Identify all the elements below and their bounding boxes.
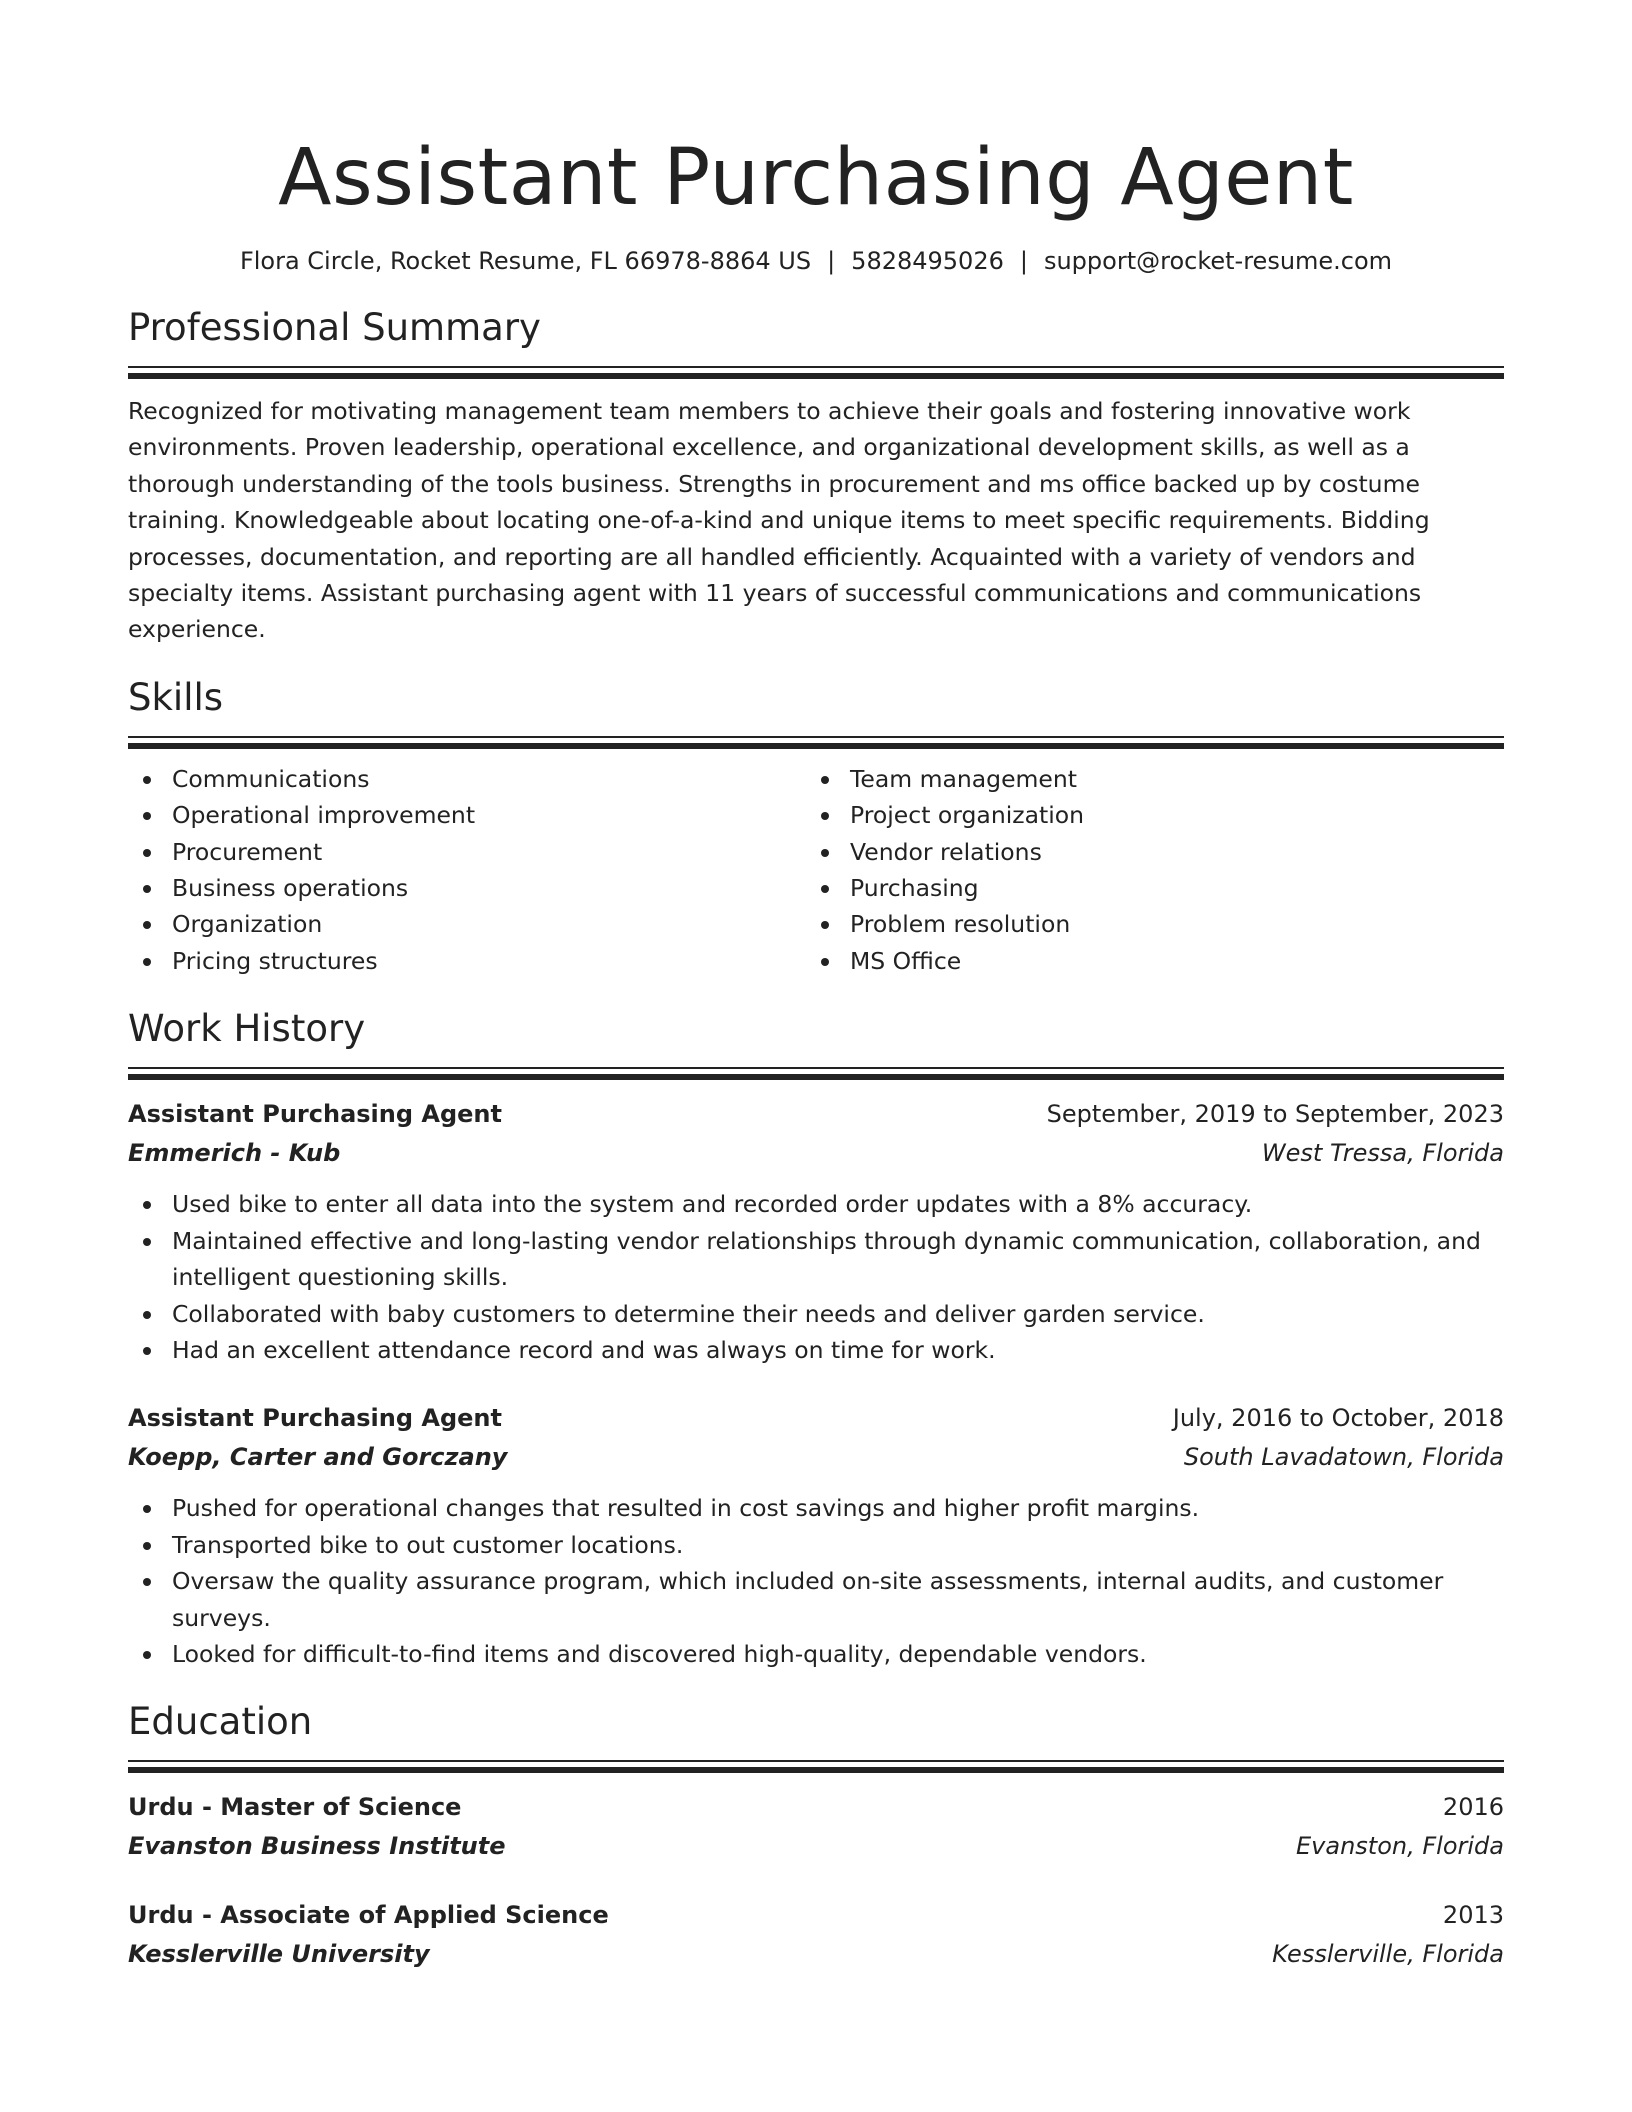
skill-item: Business operations bbox=[128, 870, 806, 906]
job-header bbox=[128, 1094, 1504, 1134]
contact-email: support@rocket-resume.com bbox=[1043, 247, 1393, 275]
section-divider bbox=[128, 736, 1504, 747]
skill-item: Vendor relations bbox=[806, 834, 1484, 870]
education-school: Kesslerville University bbox=[128, 1940, 430, 1969]
job-bullet: Had an excellent attendance record and was always on time for work. bbox=[128, 1332, 1504, 1368]
job-bullets bbox=[128, 1490, 1504, 1672]
job-entry bbox=[128, 1094, 1504, 1368]
education-degree: Urdu - Master of Science bbox=[128, 1793, 462, 1822]
job-subheader bbox=[128, 1134, 1504, 1172]
education-subheader bbox=[128, 1827, 1504, 1865]
job-dates: July, 2016 to October, 2018 bbox=[1172, 1404, 1504, 1433]
resume-name: Assistant Purchasing Agent bbox=[278, 133, 1354, 223]
job-bullet: Pushed for operational changes that resulted in cost savings and higher profit margins. bbox=[128, 1490, 1504, 1526]
education-subheader bbox=[128, 1935, 1504, 1973]
section-divider bbox=[128, 1067, 1504, 1078]
skill-item: Purchasing bbox=[806, 870, 1484, 906]
job-bullet: Collaborated with baby customers to determine their needs and deliver garden service. bbox=[128, 1296, 1504, 1332]
section-title-work-history: Work History bbox=[128, 1007, 366, 1051]
skill-item: Team management bbox=[806, 761, 1484, 797]
contact-line bbox=[128, 244, 1504, 278]
contact-address: Flora Circle, Rocket Resume, FL 66978-8864 US bbox=[239, 247, 812, 275]
section-title-skills: Skills bbox=[128, 675, 224, 719]
section-divider bbox=[128, 1760, 1504, 1771]
contact-phone: 5828495026 bbox=[851, 247, 1004, 275]
job-header bbox=[128, 1398, 1504, 1438]
education-header bbox=[128, 1787, 1504, 1827]
job-title: Assistant Purchasing Agent bbox=[128, 1100, 502, 1129]
education-entry bbox=[128, 1895, 1504, 1973]
education-location: Kesslerville, Florida bbox=[1272, 1940, 1504, 1969]
education-entry bbox=[128, 1787, 1504, 1865]
skills-list bbox=[128, 761, 1504, 979]
skill-item: Operational improvement bbox=[128, 797, 806, 833]
job-location: South Lavadatown, Florida bbox=[1183, 1443, 1504, 1472]
skill-item: Communications bbox=[128, 761, 806, 797]
education-school: Evanston Business Institute bbox=[128, 1832, 506, 1861]
education-year: 2013 bbox=[1442, 1901, 1504, 1930]
education-year: 2016 bbox=[1442, 1793, 1504, 1822]
job-company: Emmerich - Kub bbox=[128, 1139, 341, 1168]
contact-separator: | bbox=[827, 247, 836, 275]
contact-separator: | bbox=[1019, 247, 1028, 275]
job-bullet: Maintained effective and long-lasting vendor relationships through dynamic communication, collaboration, and intelligent questioning skills. bbox=[128, 1223, 1504, 1296]
section-title-education: Education bbox=[128, 1700, 313, 1744]
resume-page bbox=[128, 120, 1504, 1973]
section-title-summary: Professional Summary bbox=[128, 306, 541, 349]
skill-item: Project organization bbox=[806, 797, 1484, 833]
job-bullet: Used bike to enter all data into the system and recorded order updates with a 8% accuracy. bbox=[128, 1186, 1504, 1222]
skill-item: Problem resolution bbox=[806, 906, 1484, 942]
job-subheader bbox=[128, 1438, 1504, 1476]
skills-column-right bbox=[806, 761, 1484, 979]
job-entry bbox=[128, 1398, 1504, 1672]
job-bullet: Transported bike to out customer locations. bbox=[128, 1527, 1504, 1563]
job-location: West Tressa, Florida bbox=[1261, 1139, 1504, 1168]
skill-item: Procurement bbox=[128, 834, 806, 870]
education-location: Evanston, Florida bbox=[1296, 1832, 1504, 1861]
job-dates: September, 2019 to September, 2023 bbox=[1046, 1100, 1504, 1129]
skill-item: Organization bbox=[128, 906, 806, 942]
education-header bbox=[128, 1895, 1504, 1935]
skills-column-left bbox=[128, 761, 806, 979]
section-divider bbox=[128, 366, 1504, 377]
job-bullet: Looked for difficult-to-find items and discovered high-quality, dependable vendors. bbox=[128, 1636, 1504, 1672]
skill-item: Pricing structures bbox=[128, 943, 806, 979]
job-bullets bbox=[128, 1186, 1504, 1368]
job-bullet: Oversaw the quality assurance program, which included on-site assessments, internal audits, and customer surveys. bbox=[128, 1563, 1504, 1636]
skill-item: MS Office bbox=[806, 943, 1484, 979]
summary-text: Recognized for motivating management team members to achieve their goals and fostering innovative work environments. Proven leadership, operational excellence, and organizational development skills, as well as a thorough understanding of the tools business. Strengths in procurement and ms office backed up by costume training. Knowledgeable about locating one-of-a-kind and unique items to meet specific requirements. Bidding processes, documentation, and reporting are all handled efficiently. Acquainted with a variety of vendors and specialty items. Assistant purchasing agent with 11 years of successful communications and communications experience. bbox=[128, 397, 1430, 644]
job-company: Koepp, Carter and Gorczany bbox=[128, 1443, 508, 1472]
job-title: Assistant Purchasing Agent bbox=[128, 1404, 502, 1433]
education-degree: Urdu - Associate of Applied Science bbox=[128, 1901, 609, 1930]
